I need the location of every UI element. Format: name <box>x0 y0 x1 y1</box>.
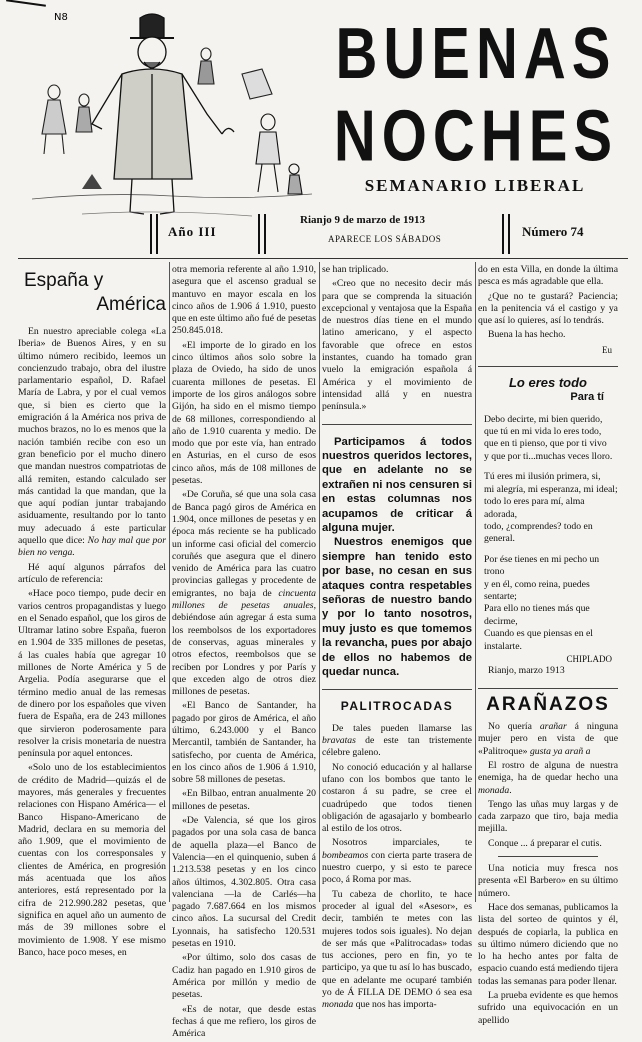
paragraph: En nuestro apreciable colega «La Iberia» de Buenos Aires, y en su último número recibido, leemos un concienzudo trabajo, obra del ilustre parlamentario español, D. Rafael María de Labra, y por el cual vemos que, si bien es cierto que la emigración á la América nos priva de muchos brazos, no lo es menos que la nación también recibe con eso un gran beneficio por el mucho dinero que mandan nuestros compatriotas de allá remiten, estando calculado ser más cantidad la que mandan, que la que aquí podían juntar trabajando asiduamente, resultando por lo tanto muy adecuado á este particular aquello que dice: No hay mal que por bien no venga. <box>18 326 167 559</box>
heading-part-b: América <box>96 294 166 315</box>
paragraph: se han triplicado. <box>322 264 389 275</box>
paragraph: «De Coruña, sé que una sola casa de Banca pagó giros de América en 1.904, once millones de pesetas y en época más reciente se ha publicado un informe casi oficial del comercio coruñés que asegura que el dinero venido de América para las cuatro provincias gallegas y procedente de emigrantes, no baja de cincuenta millones de pesetas anuales, debiéndose aún agregar á esta suma los reembolsos de los exportadores de conservas, aguas minerales y otros efectos, reembolsos que se reciben por Londres y por París y que exceden algo de otros diez millones de pesetas. <box>172 489 316 698</box>
signature-eu: Eu <box>602 344 612 355</box>
paragraph: De tales pueden llamarse las bravatas de este tan tristemente célebre galeno. <box>322 722 472 759</box>
column-rule <box>475 262 476 902</box>
poem-place-date: Rianjo, marzo 1913 <box>488 665 565 677</box>
bar-rule <box>508 214 510 254</box>
poem-title: Lo eres todo <box>508 375 587 391</box>
notice-paragraph: Nuestros enemigos que siempre han tenido esto por base, no cesan en sus ataques contra respetables señoras de nuestro bando y por lo tanto nosotros, muy justo es que tomemos la revancha, pues por abajo de ellos no habemos de quedar nunca. <box>322 536 472 679</box>
paragraph: Una noticia muy fresca nos presenta «El Barbero» en su último número. <box>478 863 618 899</box>
paragraph: Hace dos semanas, publicamos la lista del sorteo de quintos y él, después de copiarla, la publica en su último número diciendo que no lo ha hecho antes por falta de espacio cuando está mediendo tijera todas las semanas para poder llenar. <box>478 901 618 987</box>
paragraph: Tengo las uñas muy largas y de cada zarpazo que tiro, baja media mejilla. <box>478 798 618 835</box>
paragraph: Nosotros imparciales, te bombeamos con cierta parte trasera de nuestro cuerpo, y si esto te parece poco, á Roma por mas. <box>322 837 472 886</box>
poem <box>478 414 618 678</box>
poem-signature: CHIPLADO <box>566 653 612 664</box>
section-divider <box>322 689 472 690</box>
paragraph: Buena la has hecho. <box>488 329 566 341</box>
paragraph: No quería arañar á ninguna mujer pero en vista de que «Palitroque» gusta ya arañ a <box>478 721 619 757</box>
paragraph: «Creo que no necesito decir más para que se comprenda la situación excepcional y ventajosa que la España de nuestros días tiene en el mundo latino americano, y el aspecto favorable que ofrece en estos instantes, cuando ha tomado gran vuelo la emigración española á América y el movimiento de intensidad allá y en nuestra península.» <box>322 278 472 413</box>
italic-phrase: cincuenta millones de pesetas anuales, <box>172 587 316 612</box>
bar-rule <box>264 214 266 254</box>
paragraph: El rostro de alguna de nuestra enemiga, ha de quedar hecho una monada. <box>478 759 618 796</box>
poem-stanza: Por ése tienes en mi pecho un trono y en él, como reina, puedes sentarte; Para ello no tienes más que decirme, Cuando es que piensas en el instalarte. <box>484 553 600 652</box>
issue-year: Año III <box>168 224 217 239</box>
paragraph: otra memoria referente al año 1.910, asegura que el ascenso gradual se mantuvo en mayor escala en los cinco años de 1.906 á 1.910, puesto que en este último año fué de pesetas 250.845.018. <box>172 264 316 337</box>
article-heading-aranazos: ARAÑAZOS <box>486 693 610 715</box>
bar-rule <box>258 214 260 254</box>
masthead-title <box>318 13 634 183</box>
paragraph: do en esta Villa, en donde la última pesca es más agradable que ella. <box>478 264 618 288</box>
paragraph: «El importe de lo girado en los cinco últimos años solo sobre la plaza de Oviedo, ha sido de unos cuarenta millones de pesetas. El importe de los giros análogos sobre Gijón, ha sido en el mismo tiempo de 68 millones, correspondiendo al año de 1.910 cuarenta y medio. De modo que por este vía, han entrado en Asturias, en el curso de esos cinco años, más de 108 millones de pesetas. <box>172 339 316 487</box>
bar-rule <box>150 214 152 254</box>
section-divider <box>478 688 618 689</box>
masthead-title-line1: BUENAS <box>335 13 617 95</box>
paragraph: No conoció educación y al hallarse ufano con los bombos que tanto le costaron á su padre, se cree el cuadrúpedo que todos tienen obligación de agasajarlo y bombearlo al estilo de los otros. <box>322 761 472 835</box>
paragraph: Conque ... á preparar el cutis. <box>488 837 602 849</box>
bar-rule <box>502 214 504 254</box>
poem-dedication: Para tí <box>570 391 604 404</box>
paragraph: «Es de notar, que desde estas fechas á que me refiero, los giros de América <box>172 1003 316 1040</box>
masthead-title-line2: NOCHES <box>333 95 619 177</box>
column-rule <box>169 262 170 902</box>
heading-part-a: España y <box>24 270 104 291</box>
column-1 <box>18 264 166 961</box>
column-rule <box>319 262 320 902</box>
italic-quote: No hay mal que por bien no venga. <box>18 535 167 559</box>
corner-mark: N8 <box>54 12 68 23</box>
paragraph: Hé aquí algunos párrafos del artículo de referencia: <box>18 561 166 585</box>
column-3 <box>322 264 472 1014</box>
paragraph: La prueba evidente es que hemos sufrido una equivocación en un apellido <box>478 990 618 1026</box>
column-4 <box>478 264 618 1029</box>
paragraph: «Por último, solo dos casas de Cadiz han pagado en 1.910 giros de América por millón y medio de pesetas. <box>172 952 316 1001</box>
article-heading-palitrocadas: PALITROCADAS <box>340 699 454 714</box>
section-divider <box>498 856 598 857</box>
issue-schedule: APARECE LOS SÁBADOS <box>328 234 442 244</box>
issue-number: Número 74 <box>522 224 584 239</box>
issue-date: Rianjo 9 de marzo de 1913 <box>300 214 425 226</box>
paragraph: «El Banco de Santander, ha pagado por giros de América, el año último, 6.243.000 y el Banco Mercantil, también de Santander, ha satisfecho, por cuenta de América, en los cinco años de 1.906 á 1.910, sobre 58 millones de pesetas. <box>172 700 316 786</box>
paragraph: «De Valencia, sé que los giros pagados por una sola casa de banca de aquella plaza—el Banco de Valencia—en el quinquenio, suben á 1.213.538 pesetas y en los cinco años últimos, 4.302.805. Otra casa valenciana —la de Carlés—ha pagado 7.687.664 en los mismos cinco años. La sucursal del Credit Lyonnais, ha satisfecho 120.531 pesetas en 1910. <box>172 815 316 950</box>
paragraph: «Solo uno de los establecimientos de crédito de Madrid—quizás el de mayores, más generales y frecuentes relaciones con Hispano América— el Banco Hispano-Americano de Madrid, declara en su memoria del año 1.909, que el movimiento de cuentas con los corresponsales y clientes de América, en progresión más acentuada que los años anteriores, está representado por la cifra de 212.990.282 pesetas, que significa en aquel año un aumento de más de 39 millones sobre el movimiento de 1.908. Y ese mismo Banco, hace poco meses, en <box>18 762 166 958</box>
issue-info-bar <box>150 212 620 254</box>
section-divider <box>322 424 472 425</box>
paragraph: «Hace poco tiempo, pude decir en varios centros propagandistas y luego en el Senado español, que los giros de Ultramar latino sobre España, fueron en 1.904 de 335 millones de pesetas, á las cuales había que agregar 10 millones de Norte América y 5 de Argelia. Podía asegurarse que el término medio anual de las remesas de dinero por los españoles que viven fuera de España, era de 243 millones que sirvieron poderosamente para resolver la crisis monetaria de nuestra península por aquel entonces. <box>18 588 166 760</box>
editorial-notice <box>322 435 472 680</box>
section-divider <box>478 366 618 367</box>
paragraph: «En Bilbao, entran anualmente 20 millones de pesetas. <box>172 788 316 812</box>
article-heading-espana-america <box>24 270 166 316</box>
column-2 <box>172 264 316 1042</box>
notice-paragraph: Participamos á todos nuestros queridos lectores, que en adelante no se extrañen ni nos censuren si en estas columnas nos acupamos de criticar á alguna mujer. <box>322 435 472 534</box>
paragraph: Tu cabeza de chorlito, te hace proceder al igual del «Asesor», es decir, también te metes con las mujeres todos sois iguales). No dejan de ser más que «Palitrocadas» todas tus acciones, pero en fin, yo te participo, ya que tu así lo has buscado, que en adelante me ocuparé también yo de Á FILLA DE DEMO ó sea esa monada que nos has importa- <box>322 888 472 1011</box>
poem-stanza: Tú eres mi ilusión primera, si, mi alegría, mi esperanza, mi ideal; todo lo eres para mí, alma adorada, todo, ¿comprendes? todo en general. <box>484 471 618 545</box>
masthead-illustration <box>22 4 312 226</box>
header-divider <box>18 258 628 259</box>
masthead-subtitle: SEMANARIO LIBERAL <box>364 176 586 195</box>
poem-stanza: Debo decirte, mi bien querido, que tú en mi vida lo eres todo, que en ti pienso, que por ti vivo y que por ti...muchas veces lloro. <box>484 413 613 462</box>
paragraph: ¿Que no te gustará? Paciencia; en la penitencia vá el castigo y ya que así lo quieres, así lo tendrás. <box>478 290 618 327</box>
bar-rule <box>156 214 158 254</box>
